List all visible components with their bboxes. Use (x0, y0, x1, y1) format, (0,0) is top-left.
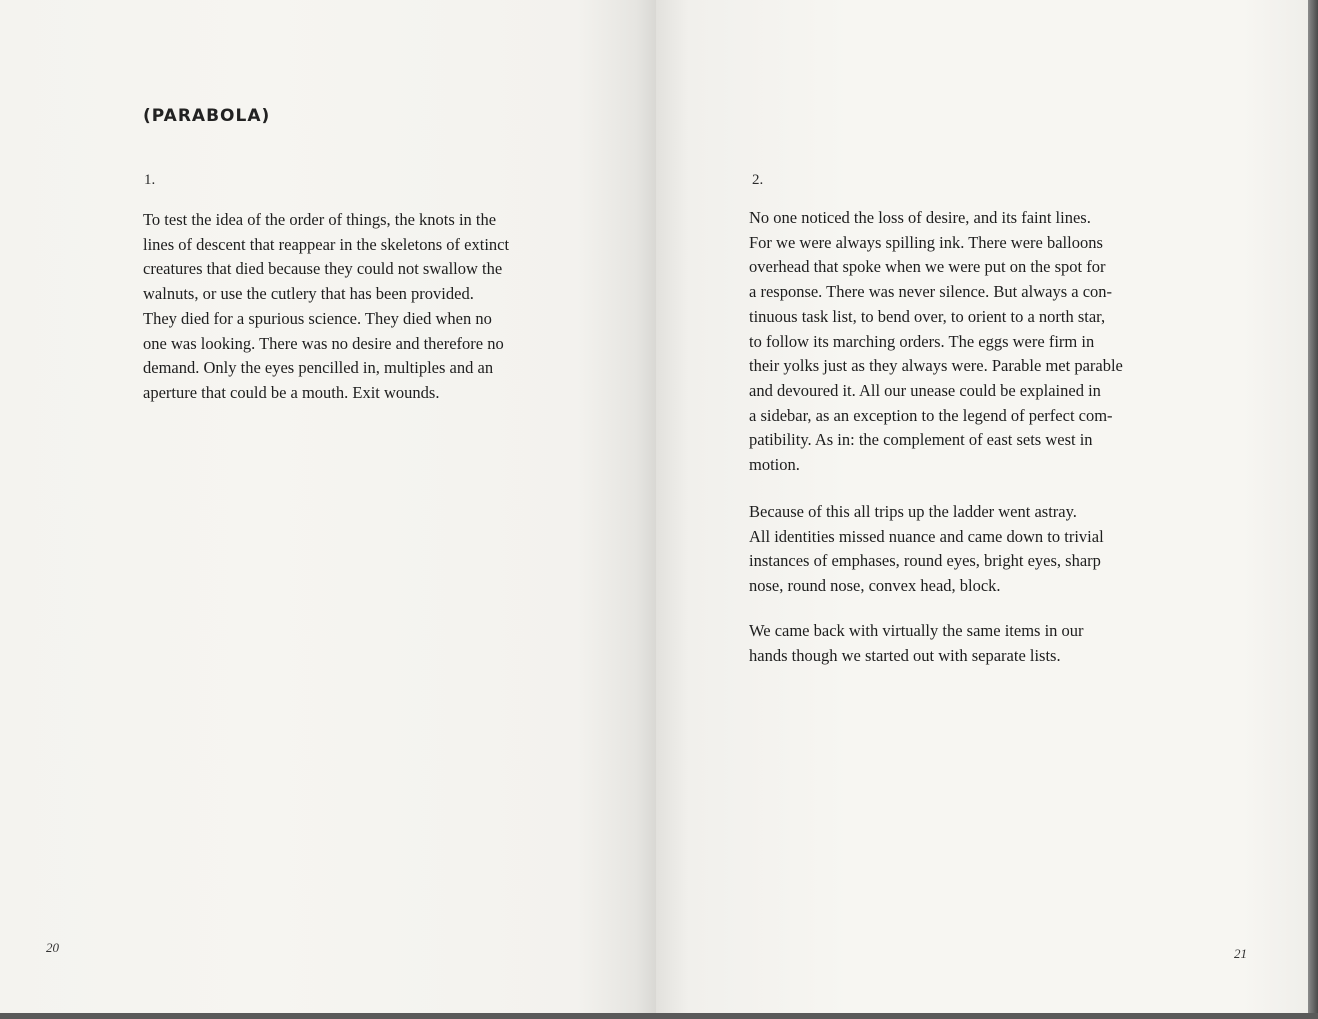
right-paragraph-3 (749, 619, 1084, 668)
book-edge-shadow (1308, 0, 1318, 1019)
right-page (656, 0, 1308, 1019)
text-line: to follow its marching orders. The eggs were firm in (749, 331, 1095, 351)
text-line: walnuts, or use the cutlery that has been provided. (143, 284, 474, 304)
text-line: All identities missed nuance and came down to trivial (749, 526, 1104, 546)
text-line: demand. Only the eyes pencilled in, multiples and an (143, 358, 494, 378)
section-number-2: 2. (752, 172, 764, 188)
text-line: their yolks just as they always were. Parable met parable (749, 356, 1123, 376)
right-paragraph-2 (749, 500, 1104, 599)
book-bottom-edge (0, 1013, 1318, 1019)
page-number-left: 20 (46, 940, 59, 955)
right-paragraph-1 (749, 206, 1123, 478)
text-line: motion. (749, 455, 800, 475)
left-paragraph (143, 208, 509, 406)
text-line: hands though we started out with separate lists. (749, 645, 1061, 665)
text-line: creatures that died because they could not swallow the (143, 259, 503, 279)
text-line: We came back with virtually the same items in our (749, 621, 1084, 640)
text-line: No one noticed the loss of desire, and its faint lines. (749, 208, 1091, 227)
text-line: overhead that spoke when we were put on the spot for (749, 257, 1106, 277)
text-line: one was looking. There was no desire and therefore no (143, 333, 504, 353)
text-line: lines of descent that reappear in the skeletons of extinct (143, 234, 510, 254)
text-line: a response. There was never silence. But always a con- (749, 282, 1113, 302)
text-line: Because of this all trips up the ladder went astray. (749, 502, 1077, 521)
section-number-1: 1. (144, 172, 156, 188)
text-line: aperture that could be a mouth. Exit wounds. (143, 382, 440, 402)
text-line: They died for a spurious science. They died when no (143, 308, 492, 328)
page-number-right: 21 (1234, 946, 1247, 961)
poem-title: (PARABOLA) (143, 106, 271, 126)
text-line: patibility. As in: the complement of east sets west in (749, 430, 1093, 450)
text-line: To test the idea of the order of things, the knots in the (143, 210, 497, 229)
text-line: nose, round nose, convex head, block. (749, 576, 1001, 596)
left-page (0, 0, 656, 1019)
text-line: a sidebar, as an exception to the legend of perfect com- (749, 405, 1113, 425)
text-line: and devoured it. All our unease could be explained in (749, 380, 1101, 400)
text-line: tinuous task list, to bend over, to orient to a north star, (749, 306, 1106, 326)
text-line: For we were always spilling ink. There were balloons (749, 232, 1103, 252)
text-line: instances of emphases, round eyes, bright eyes, sharp (749, 551, 1101, 571)
